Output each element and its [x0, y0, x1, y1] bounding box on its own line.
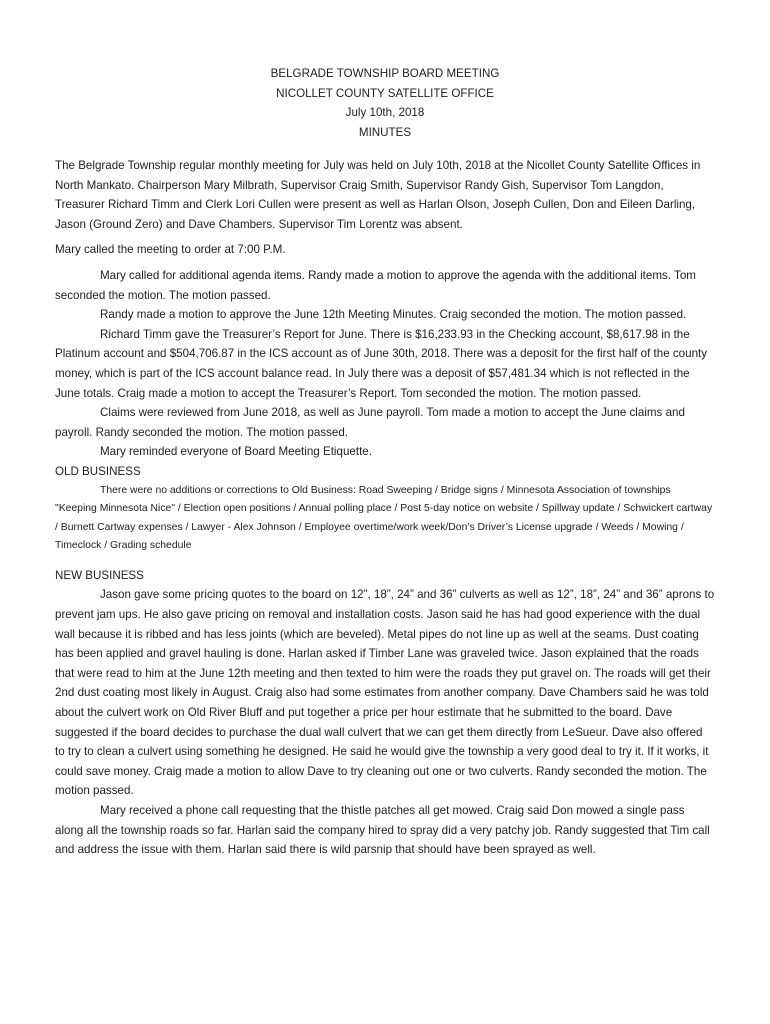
header-office-location: NICOLLET COUNTY SATELLITE OFFICE	[276, 86, 494, 100]
claims-paragraph: Claims were reviewed from June 2018, as well as June payroll. Tom made a motion to accept the June claims and payroll. Randy seconded the motion. The motion passed.	[55, 406, 685, 439]
agenda-paragraph: Mary called for additional agenda items. Randy made a motion to approve the agenda with the additional items. Tom seconded the motion. The motion passed.	[55, 268, 696, 302]
document-header	[0, 64, 770, 142]
attendance-paragraph: The Belgrade Township regular monthly meeting for July was held on July 10th, 2018 at the Nicollet County Satellite Offices in North Mankato. Chairperson Mary Milbrath, Supervisor Craig Smith, Supervisor Randy Gish, Supervisor Tom Langdon, Treasurer Richard Timm and Clerk Lori Cullen were present as well as Harlan Olson, Joseph Cullen, Don and Eileen Darling, Jason (Ground Zero) and Dave Chambers. Supervisor Tim Lorentz was absent.	[55, 159, 701, 231]
treasurer-report-paragraph: Richard Timm gave the Treasurer’s Report for June. There is $16,233.93 in the Checking account, $8,617.98 in the Platinum account and $504,706.87 in the ICS account as of June 30th, 2018. There was a deposit for the first half of the county money, which is part of the ICS account balance read. In July there was a deposit of $57,481.34 which is not reflected in the June totals. Craig made a motion to accept the Treasurer’s Report. Tom seconded the motion. The motion passed.	[55, 327, 708, 400]
old-business-heading: OLD BUSINESS	[55, 464, 141, 478]
header-minutes-label: MINUTES	[358, 125, 412, 139]
june-minutes-paragraph: Randy made a motion to approve the June 12th Meeting Minutes. Craig seconded the motion. The motion passed.	[100, 308, 687, 322]
document-body	[55, 156, 715, 860]
new-business-heading: NEW BUSINESS	[55, 568, 144, 582]
call-to-order-paragraph: Mary called the meeting to order at 7:00 P.M.	[55, 243, 286, 257]
header-township-title: BELGRADE TOWNSHIP BOARD MEETING	[270, 67, 500, 80]
thistle-paragraph: Mary received a phone call requesting that the thistle patches all get mowed. Craig said Don mowed a single pass along all the township roads so far. Harlan said the company hired to spray did a very patchy job. Randy suggested that Tim call and address the issue with them. Harlan said there is wild parsnip that should have been sprayed as well.	[55, 804, 710, 857]
etiquette-paragraph: Mary reminded everyone of Board Meeting Etiquette.	[100, 445, 372, 459]
culverts-paragraph: Jason gave some pricing quotes to the board on 12”, 18”, 24” and 36” culverts as well as 12”, 18”, 24” and 36” aprons to prevent jam ups. He also gave pricing on removal and installation costs. Jason said he has had good experience with the dual wall because it is ribbed and has less joints (which are beveled). Metal pipes do not line up as well at the seams. Dust coating has been applied and gravel hauling is done. Harlan asked if Timber Lane was graveled twice. Jason explained that the roads that were read to him at the June 12th meeting and then texted to him were the roads they put gravel on. The roads will get their 2nd dust coating most likely in August. Craig also had some estimates from another company. Dave Chambers said he was told about the culvert work on Old River Bluff and put together a price per hour estimate that he submitted to the board. Dave suggested if the board decides to purchase the dual wall culvert that we can get them directly from LeSueur. Dave also offered to try to clean a culvert using something he designed. He said he would give the township a very good deal to try it. If it works, it could save money. Craig made a motion to allow Dave to try cleaning out one or two culverts. Randy seconded the motion. The motion passed.	[55, 588, 715, 798]
header-meeting-date: July 10th, 2018	[345, 106, 425, 119]
old-business-paragraph: There were no additions or corrections to Old Business: Road Sweeping / Bridge signs / Minnesota Association of townships "Keeping Minnesota Nice" / Election open positions / Annual polling place / Post 5-day notice on website / Spillway update / Schwickert cartway / Burnett Cartway expenses / Lawyer - Alex Johnson / Employee overtime/work week/Don’s Driver’s License upgrade / Weeds / Mowing / Timeclock / Grading schedule	[55, 484, 713, 552]
